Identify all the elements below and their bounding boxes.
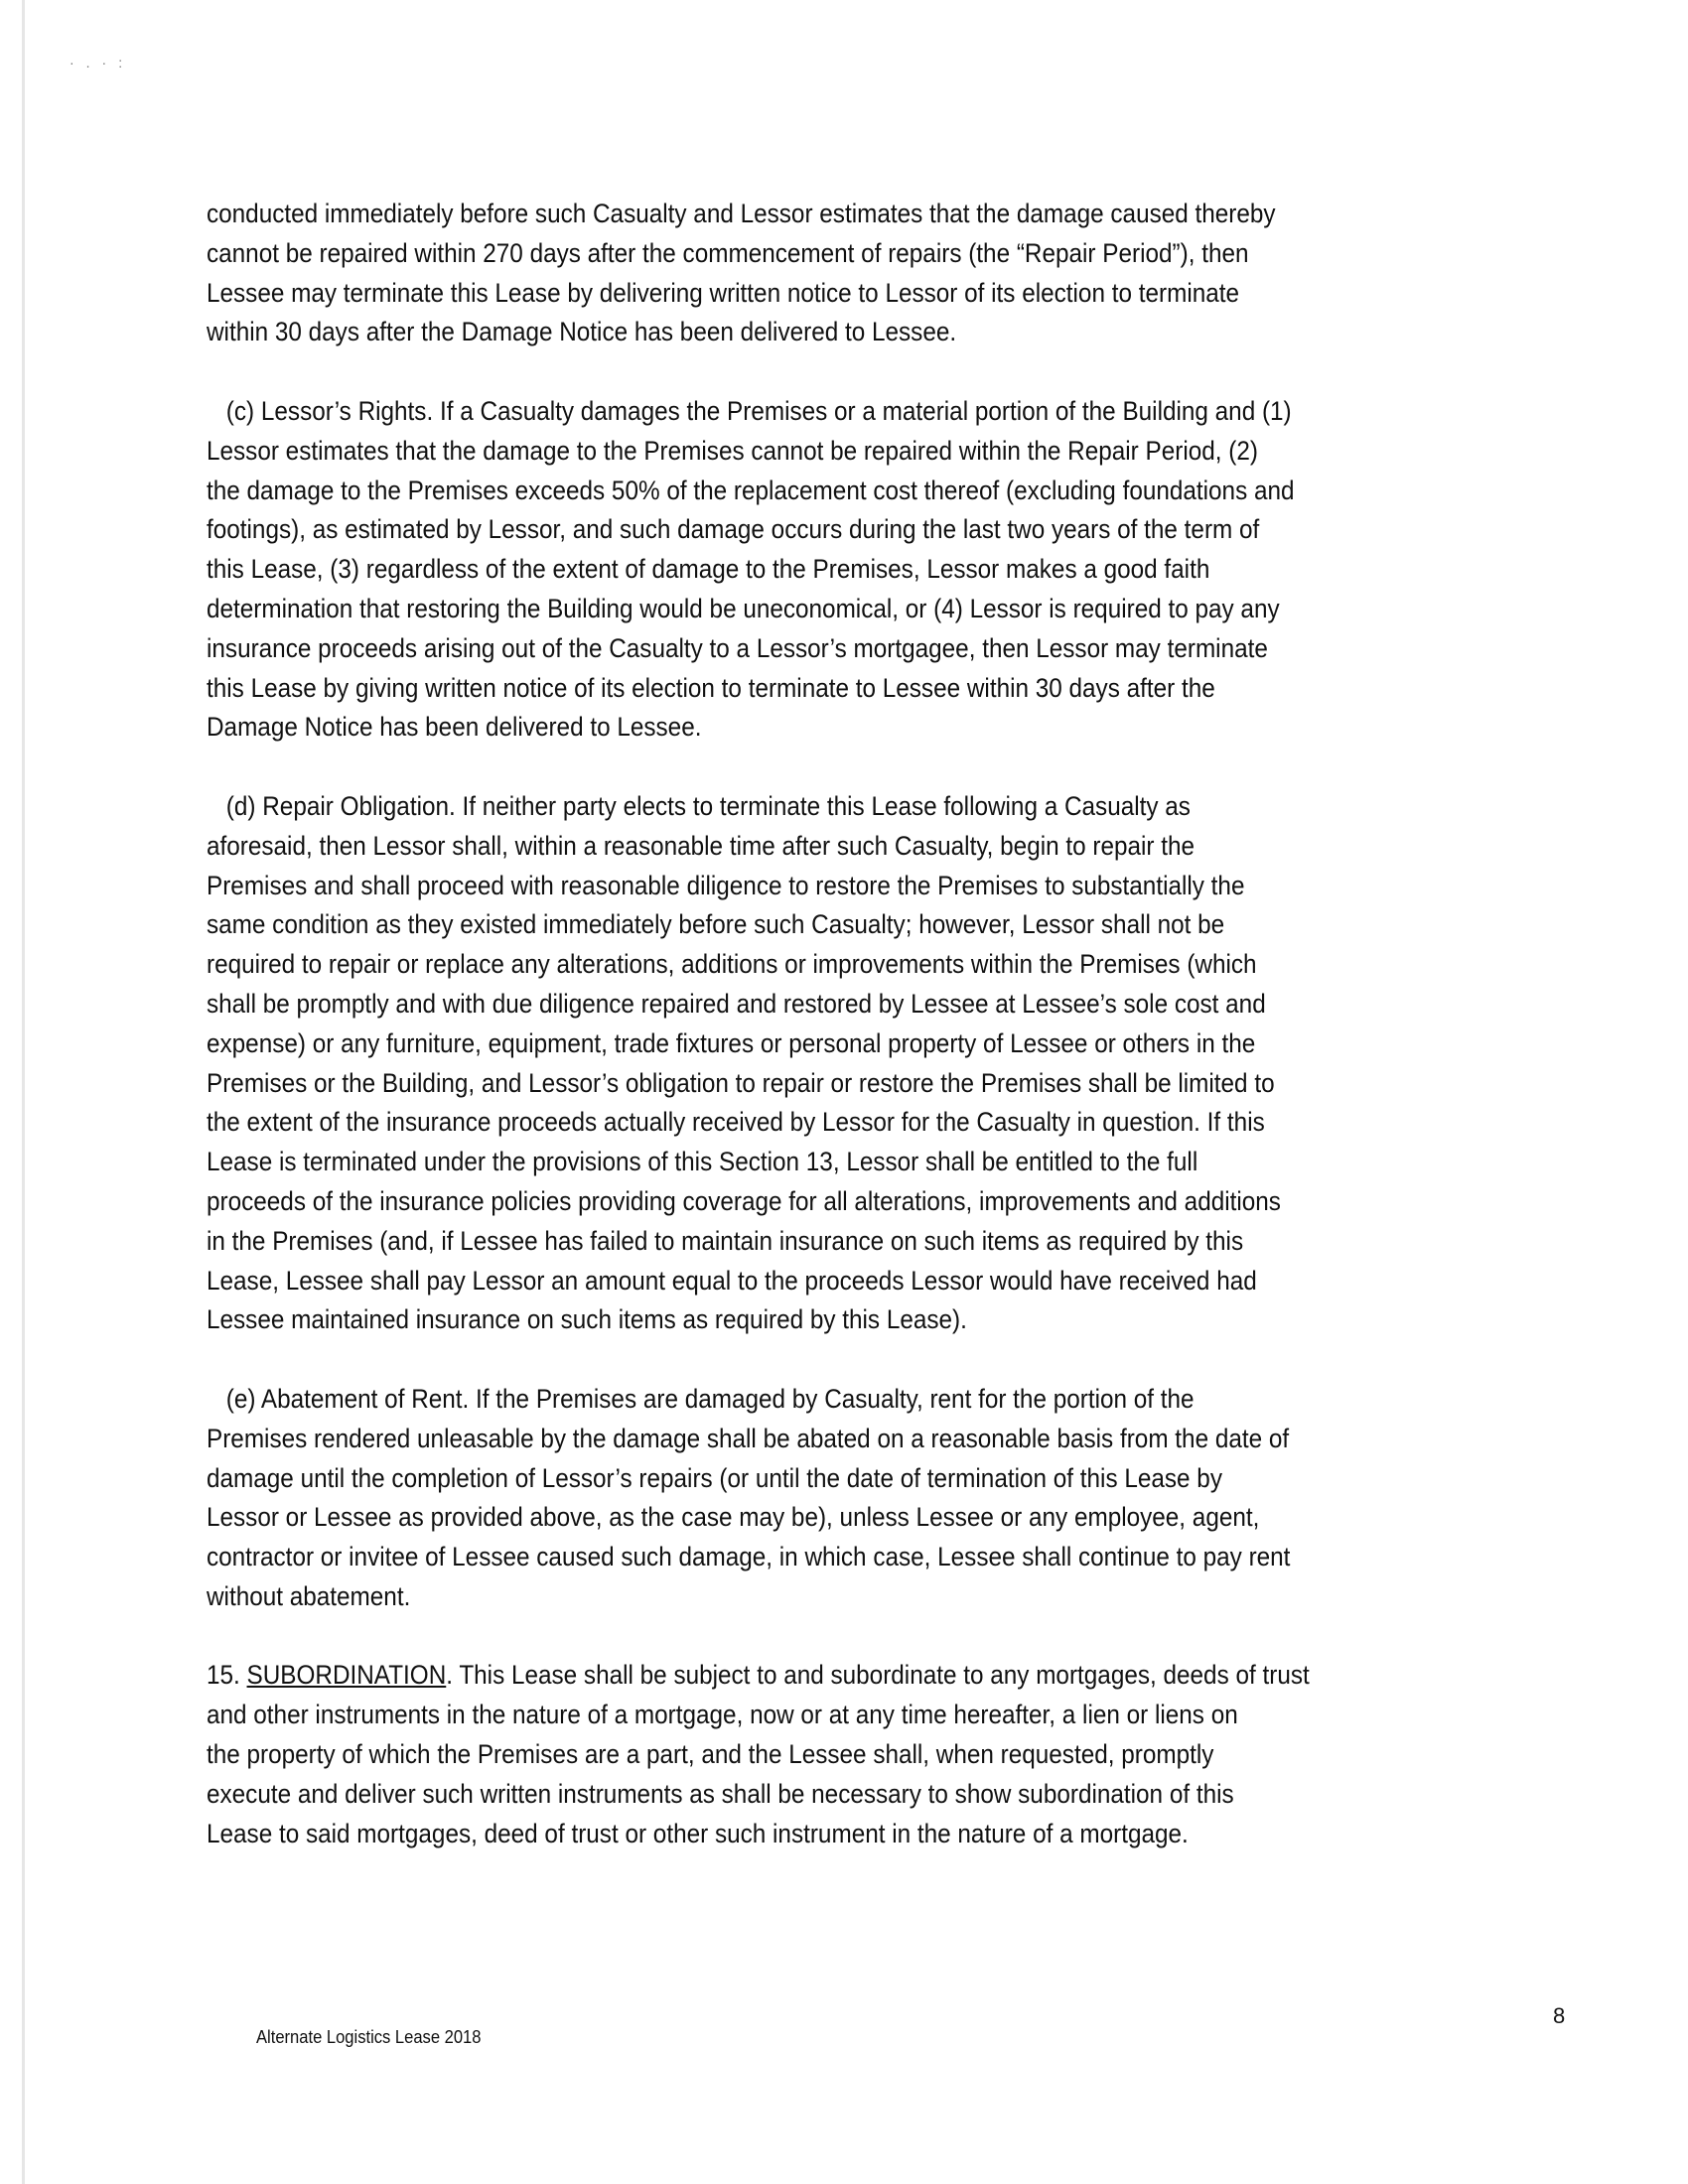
text-line: the damage to the Premises exceeds 50% of the replacement cost thereof (excluding foundations and bbox=[207, 475, 1295, 505]
document-body bbox=[207, 195, 1617, 1893]
text-line: (d) Repair Obligation. If neither party elects to terminate this Lease following a Casualty as bbox=[225, 790, 1191, 821]
text-line: without abatement. bbox=[207, 1580, 411, 1611]
text-line: same condition as they existed immediately before such Casualty; however, Lessor shall not be bbox=[207, 909, 1225, 940]
text-line: Premises and shall proceed with reasonable diligence to restore the Premises to substantially the bbox=[207, 870, 1245, 900]
text-line: Lessee may terminate this Lease by delivering written notice to Lessor of its election to terminate bbox=[207, 277, 1240, 308]
section-number: 15. bbox=[207, 1660, 247, 1691]
text-line: shall be promptly and with due diligence repaired and restored by Lessee at Lessee’s sole cost and bbox=[207, 988, 1266, 1019]
paragraph-abatement-of-rent bbox=[207, 1380, 1617, 1617]
text-line: Premises or the Building, and Lessor’s obligation to repair or restore the Premises shall be limited to bbox=[207, 1067, 1275, 1098]
text-line: within 30 days after the Damage Notice has been delivered to Lessee. bbox=[207, 317, 957, 347]
scan-specks: ·.·: bbox=[70, 55, 135, 70]
section-heading: SUBORDINATION bbox=[246, 1660, 447, 1691]
text-line: required to repair or replace any alterations, additions or improvements within the Premises (which bbox=[207, 949, 1257, 980]
page-number: 8 bbox=[1553, 2003, 1566, 2028]
text-line: aforesaid, then Lessor shall, within a reasonable time after such Casualty, begin to repair the bbox=[207, 830, 1196, 861]
footer-title: Alternate Logistics Lease 2018 bbox=[256, 2027, 482, 2047]
text-line: contractor or invitee of Lessee caused such damage, in which case, Lessee shall continue to pay rent bbox=[207, 1542, 1291, 1572]
text-line: Lease to said mortgages, deed of trust or other such instrument in the nature of a mortgage. bbox=[207, 1818, 1189, 1848]
text-line: this Lease, (3) regardless of the extent of damage to the Premises, Lessor makes a good faith bbox=[207, 554, 1210, 585]
text-line: proceeds of the insurance policies providing coverage for all alterations, improvements and additions bbox=[207, 1185, 1281, 1216]
paragraph-repair-obligation bbox=[207, 787, 1617, 1340]
text-line: Lease, Lessee shall pay Lessor an amount equal to the proceeds Lessor would have received had bbox=[207, 1265, 1257, 1296]
text-line: in the Premises (and, if Lessee has failed to maintain insurance on such items as required by this bbox=[207, 1225, 1244, 1256]
text-line: (e) Abatement of Rent. If the Premises are damaged by Casualty, rent for the portion of the bbox=[225, 1383, 1195, 1414]
text-line: this Lease by giving written notice of its election to terminate to Lessee within 30 days after the bbox=[207, 672, 1215, 703]
text-line: cannot be repaired within 270 days after the commencement of repairs (the “Repair Period”), then bbox=[207, 237, 1249, 268]
text-line: conducted immediately before such Casualty and Lessor estimates that the damage caused thereby bbox=[207, 199, 1276, 228]
paragraph-casualty-continued bbox=[207, 195, 1617, 352]
text-line: Lessor or Lessee as provided above, as the case may be), unless Lessee or any employee, agent, bbox=[207, 1502, 1260, 1533]
text-line: and other instruments in the nature of a mortgage, now or at any time hereafter, a lien or liens on bbox=[207, 1700, 1238, 1730]
text-line: the property of which the Premises are a part, and the Lessee shall, when requested, promptly bbox=[207, 1739, 1214, 1770]
section-text: . This Lease shall be subject to and subordinate to any mortgages, deeds of trust bbox=[446, 1660, 1310, 1691]
text-line: damage until the completion of Lessor’s repairs (or until the date of termination of this Lease by bbox=[207, 1462, 1222, 1493]
text-line: insurance proceeds arising out of the Casualty to a Lessor’s mortgagee, then Lessor may terminate bbox=[207, 632, 1268, 663]
text-line: determination that restoring the Building would be uneconomical, or (4) Lessor is required to pay any bbox=[207, 593, 1280, 623]
paragraph-lessors-rights bbox=[207, 392, 1617, 748]
text-line: Premises rendered unleasable by the damage shall be abated on a reasonable basis from the date of bbox=[207, 1423, 1290, 1453]
text-line: Lessor estimates that the damage to the Premises cannot be repaired within the Repair Period, (2) bbox=[207, 435, 1258, 466]
text-line: expense) or any furniture, equipment, trade fixtures or personal property of Lessee or others in the bbox=[207, 1027, 1256, 1058]
text-line: (c) Lessor’s Rights. If a Casualty damages the Premises or a material portion of the Building and (1) bbox=[225, 395, 1292, 426]
text-line: the extent of the insurance proceeds actually received by Lessor for the Casualty in question. If this bbox=[207, 1107, 1265, 1138]
section-15-first-line bbox=[207, 1656, 1476, 1696]
text-line: Damage Notice has been delivered to Lessee. bbox=[207, 712, 702, 743]
text-line: Lessee maintained insurance on such items as required by this Lease). bbox=[207, 1304, 967, 1335]
text-line: execute and deliver such written instruments as shall be necessary to show subordination of this bbox=[207, 1778, 1234, 1809]
scan-edge bbox=[22, 0, 25, 2184]
text-line: footings), as estimated by Lessor, and such damage occurs during the last two years of the term of bbox=[207, 514, 1260, 545]
text-line: Lease is terminated under the provisions of this Section 13, Lessor shall be entitled to the full bbox=[207, 1147, 1198, 1177]
section-15-subordination bbox=[207, 1656, 1617, 1853]
